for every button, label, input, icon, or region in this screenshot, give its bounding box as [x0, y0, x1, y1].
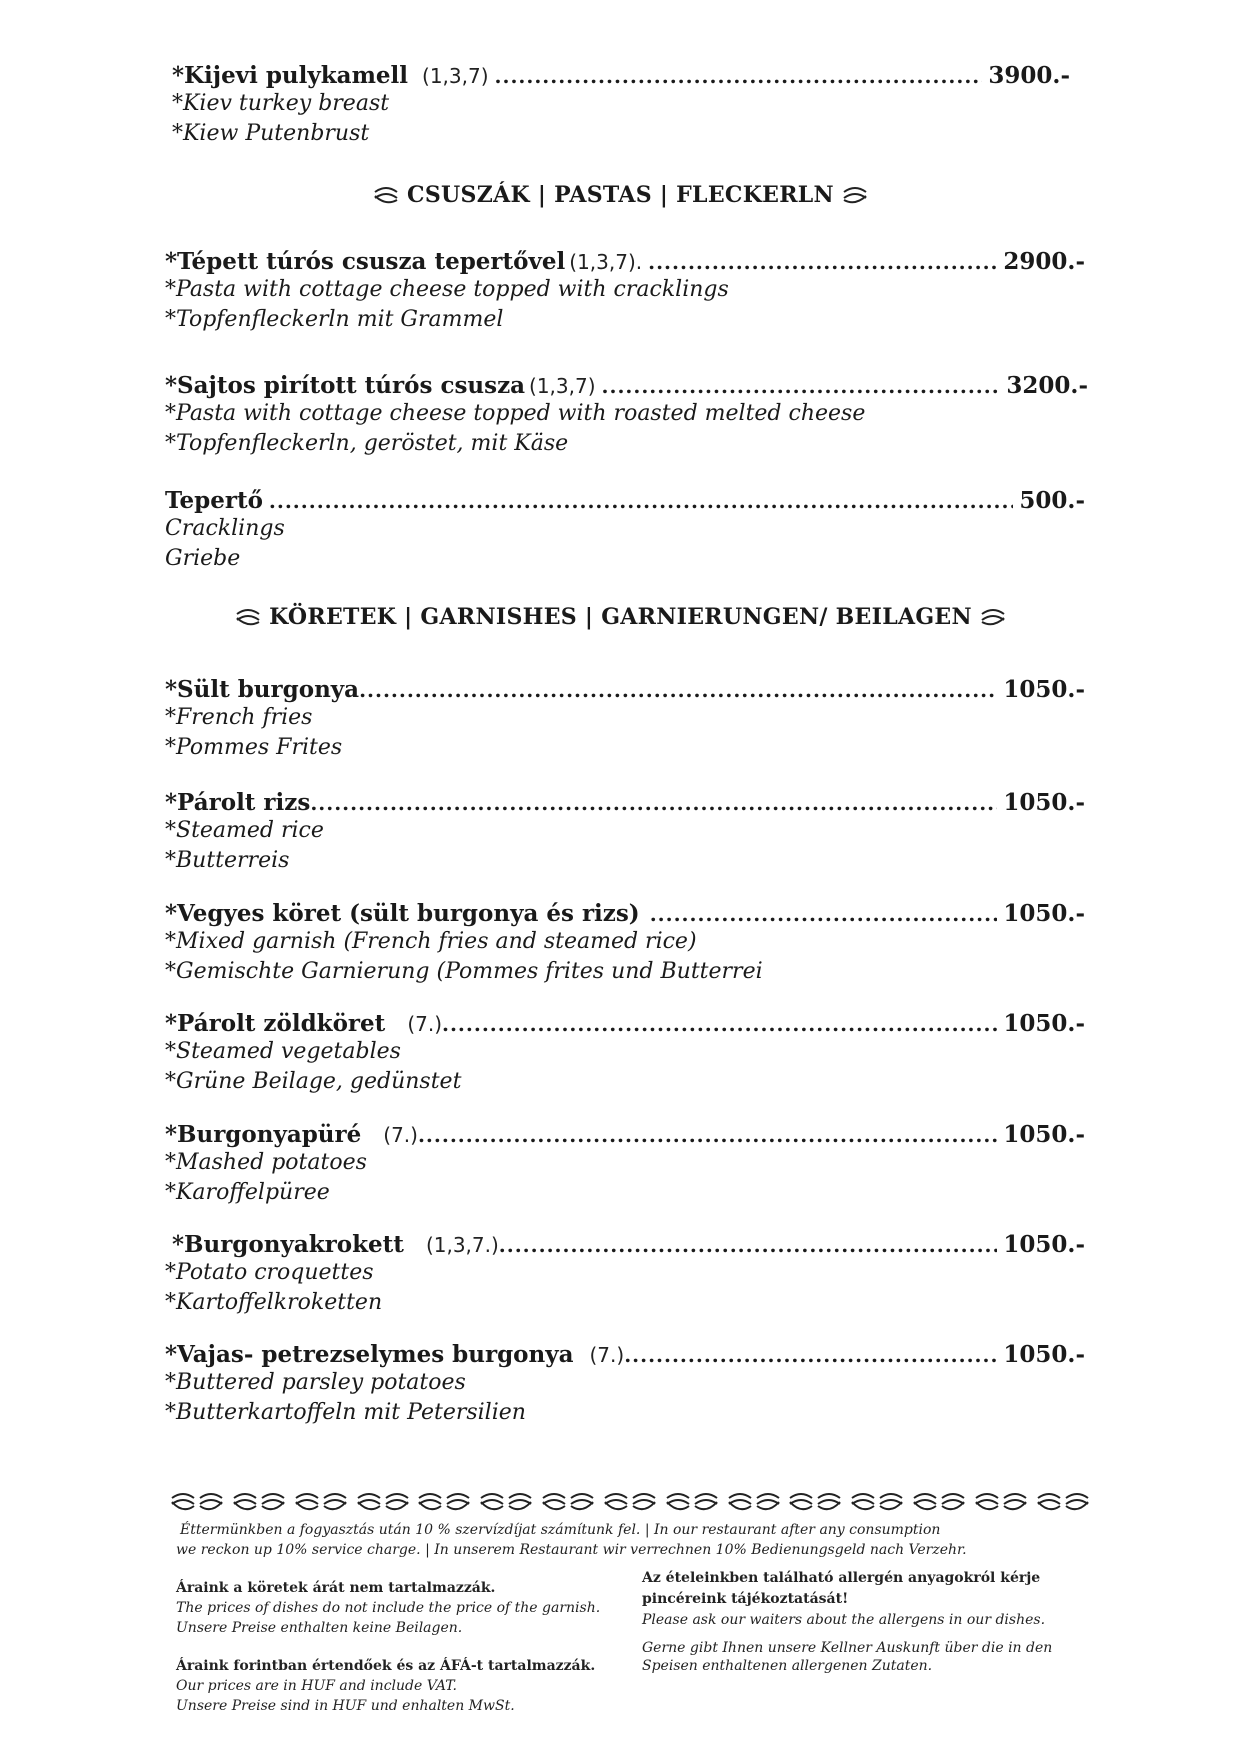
item-price: 1050.- — [1003, 789, 1085, 816]
section-heading-garnishes — [0, 604, 1241, 630]
menu-item — [172, 62, 1070, 149]
item-name: *Burgonyapüré — [165, 1121, 362, 1148]
item-german: *Grüne Beilage, gedünstet — [165, 1069, 462, 1094]
item-allergens: (1,3,7) — [529, 374, 596, 398]
item-german: *Kartoffelkroketten — [165, 1290, 383, 1315]
leader-dots — [499, 1233, 998, 1257]
ornament-icon — [850, 1490, 904, 1516]
ornament-icon — [294, 1490, 348, 1516]
item-english: *Kiev turkey breast — [172, 91, 390, 116]
item-name: *Párolt rizs — [165, 789, 311, 816]
ornament-icon — [912, 1490, 966, 1516]
item-price: 3200.- — [1006, 372, 1088, 399]
ornament-icon — [541, 1490, 595, 1516]
item-name: *Párolt zöldköret — [165, 1010, 386, 1037]
item-german: Griebe — [165, 546, 241, 571]
item-allergens: (7.) — [589, 1343, 625, 1367]
note-english: The prices of dishes do not include the price of the garnish. — [176, 1600, 601, 1616]
ornament-icon — [1036, 1490, 1090, 1516]
menu-item — [165, 1121, 1085, 1208]
item-price: 1050.- — [1003, 676, 1085, 703]
menu-item — [165, 676, 1085, 763]
section-heading-pastas — [0, 182, 1241, 208]
item-name: *Kijevi pulykamell — [172, 62, 409, 89]
item-english: *Potato croquettes — [165, 1260, 374, 1285]
leader-dots — [648, 250, 997, 274]
menu-item — [165, 789, 1085, 876]
item-german: *Butterreis — [165, 848, 290, 873]
leader-dots — [418, 1123, 997, 1147]
menu-item — [165, 248, 1085, 335]
item-english: Cracklings — [165, 516, 285, 541]
item-english: *Mixed garnish (French fries and steamed rice) — [165, 929, 697, 954]
item-price: 1050.- — [1003, 900, 1085, 927]
item-english: *Pasta with cottage cheese topped with roasted melted cheese — [165, 401, 866, 426]
section-title: KÖRETEK | GARNISHES | GARNIERUNGEN/ BEILAGEN — [269, 604, 972, 630]
note-german: Unsere Preise sind in HUF und enhalten MwSt. — [176, 1698, 515, 1714]
item-name: *Tépett túrós csusza tepertővel — [165, 248, 566, 275]
item-english: *Steamed rice — [165, 818, 324, 843]
ornament-icon — [235, 608, 261, 628]
vat-note — [176, 1656, 595, 1716]
menu-item — [165, 487, 1085, 574]
ornament-divider — [170, 1490, 1090, 1520]
item-allergens: (7.) — [407, 1012, 442, 1036]
item-german: *Pommes Frites — [165, 735, 343, 760]
item-german: *Kiew Putenbrust — [172, 121, 370, 146]
item-name: *Sült burgonya — [165, 676, 360, 703]
item-german: *Butterkartoffeln mit Petersilien — [165, 1400, 526, 1425]
note-hungarian: Áraink forintban értendőek és az ÁFÁ-t tartalmazzák. — [176, 1658, 596, 1674]
item-english: *Pasta with cottage cheese topped with cracklings — [165, 277, 729, 302]
ornament-icon — [479, 1490, 533, 1516]
item-german: *Karoffelpüree — [165, 1180, 330, 1205]
item-name: *Vajas- petrezselymes burgonya — [165, 1341, 574, 1368]
item-price: 1050.- — [1003, 1341, 1085, 1368]
menu-item — [165, 1231, 1085, 1318]
note-german: Unsere Preise enthalten keine Beilagen. — [176, 1620, 463, 1636]
ornament-icon — [603, 1490, 657, 1516]
ornament-icon — [356, 1490, 410, 1516]
note-english: Please ask our waiters about the allergens in our dishes. — [642, 1612, 1046, 1628]
ornament-icon — [788, 1490, 842, 1516]
note-hungarian: Áraink a köretek árát nem tartalmazzák. — [176, 1580, 496, 1596]
garnish-price-note — [176, 1578, 600, 1638]
item-allergens: (7.) — [383, 1123, 418, 1147]
ornament-icon — [417, 1490, 471, 1516]
ornament-icon — [170, 1490, 224, 1516]
allergen-note — [642, 1568, 1052, 1675]
ornament-icon — [974, 1490, 1028, 1516]
section-title: CSUSZÁK | PASTAS | FLECKERLN — [407, 182, 834, 208]
ornament-icon — [373, 186, 399, 206]
leader-dots — [624, 1343, 997, 1367]
item-name: Tepertő — [165, 487, 263, 514]
item-english: *French fries — [165, 705, 313, 730]
service-charge-note-line1: Éttermünkben a fogyasztás után 10 % szervízdíjat számítunk fel. | In our restaurant after any consumption — [180, 1522, 941, 1538]
menu-item — [165, 1341, 1085, 1428]
item-price: 3900.- — [988, 62, 1070, 89]
note-hungarian-line1: Az ételeinkben található allergén anyagokról kérje — [642, 1570, 1041, 1586]
note-german-line1: Gerne gibt Ihnen unsere Kellner Auskunft über die in den — [642, 1640, 1053, 1656]
service-charge-note-line2: we reckon up 10% service charge. | In unserem Restaurant wir verrechnen 10% Bedienungsgeld nach Verzehr. — [176, 1542, 967, 1558]
item-price: 500.- — [1019, 487, 1085, 514]
note-german-line2: Speisen enthaltenen allergenen Zutaten. — [642, 1658, 933, 1674]
ornament-icon — [727, 1490, 781, 1516]
item-english: *Mashed potatoes — [165, 1150, 367, 1175]
item-name: *Burgonyakrokett — [172, 1231, 404, 1258]
leader-dots — [602, 374, 1001, 398]
item-price: 1050.- — [1003, 1121, 1085, 1148]
item-allergens: (1,3,7.) — [425, 1233, 499, 1257]
item-english: *Buttered parsley potatoes — [165, 1370, 466, 1395]
ornament-icon — [842, 186, 868, 206]
item-name: *Vegyes köret (sült burgonya és rizs) — [165, 900, 640, 927]
item-price: 1050.- — [1003, 1231, 1085, 1258]
item-allergens: (1,3,7). — [569, 250, 643, 274]
leader-dots — [310, 791, 997, 815]
item-german: *Topfenfleckerln, geröstet, mit Käse — [165, 431, 569, 456]
ornament-icon — [232, 1490, 286, 1516]
leader-dots — [650, 902, 998, 926]
leader-dots — [495, 64, 983, 88]
leader-dots — [359, 678, 997, 702]
menu-item — [165, 1010, 1085, 1097]
leader-dots — [442, 1012, 997, 1036]
ornament-icon — [665, 1490, 719, 1516]
item-german: *Gemischte Garnierung (Pommes frites und Butterrei — [165, 959, 763, 984]
item-price: 1050.- — [1003, 1010, 1085, 1037]
leader-dots — [269, 489, 1014, 513]
item-english: *Steamed vegetables — [165, 1039, 401, 1064]
item-price: 2900.- — [1003, 248, 1085, 275]
menu-item — [165, 372, 1088, 459]
item-allergens: (1,3,7) — [422, 64, 489, 88]
item-german: *Topfenfleckerln mit Grammel — [165, 307, 504, 332]
ornament-icon — [980, 608, 1006, 628]
item-name: *Sajtos pirított túrós csusza — [165, 372, 526, 399]
note-english: Our prices are in HUF and include VAT. — [176, 1678, 457, 1694]
menu-item — [165, 900, 1085, 987]
note-hungarian-line2: pincéreink tájékoztatását! — [642, 1591, 849, 1607]
